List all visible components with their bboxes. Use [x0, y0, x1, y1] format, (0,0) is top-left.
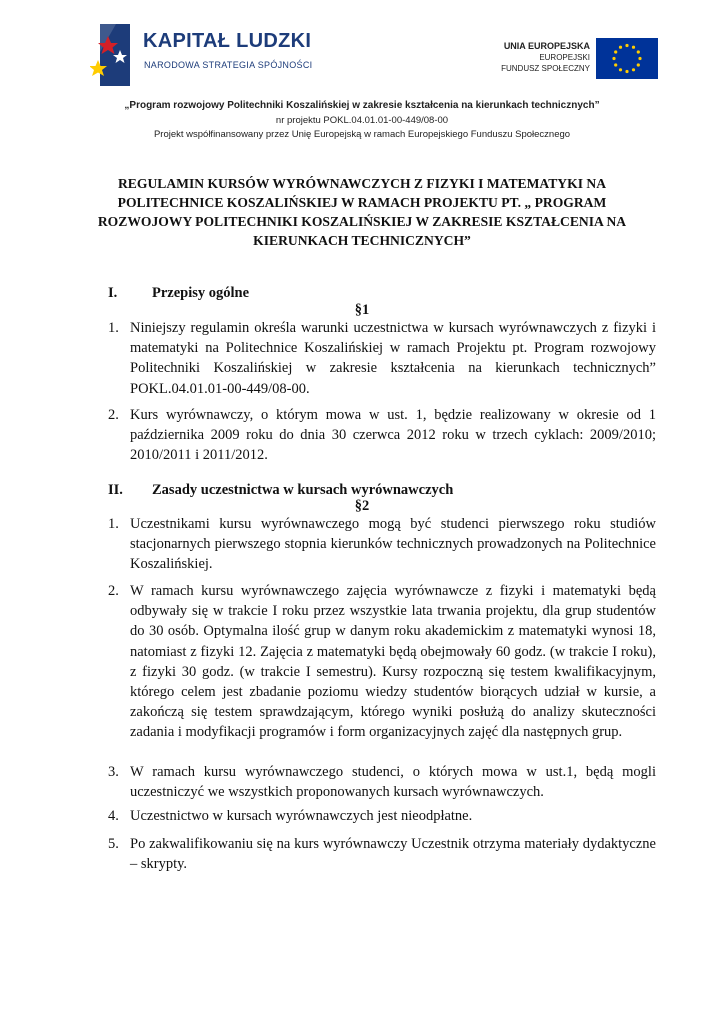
item-number: 1. [108, 320, 119, 336]
item-number: 1. [108, 516, 119, 532]
eu-flag-icon [596, 38, 658, 79]
list-item [108, 834, 656, 874]
list-item [108, 762, 656, 802]
section-number: I. [108, 285, 118, 301]
item-text: W ramach kursu wyrównawczego zajęcia wyrównawcze z fizyki i matematyki będą odbywały się w trakcie I roku przez wszystkie lata trwania projektu, dla grup studentów do 30 osób. Optymalna ilość grup w danym roku akademickim z matematyki wynosi 18, natomiast z fizyki 12. Zajęcia z matematyki będą obejmowały 60 godz. (w trakcie I roku), z fizyki 30 godz. (w trakcie I semestru). Kursy rozpoczną się testem kwalifikacyjnym, którego celem jest zbadanie poziomu wiedzy studentów biorących udział w kursie, a zakończą się testem sprawdzającym, którego wyniki posłużą do analizy skuteczności zadania i modyfikacji programów i form organizacyjnych zajęć dla następnych grup. [130, 583, 656, 741]
item-text: Kurs wyrównawczy, o którym mowa w ust. 1, będzie realizowany w okresie od 1 października 2009 roku do dnia 30 czerwca 2012 roku w trzech cyklach: 2009/2010; 2010/2011 i 2011/2012. [130, 407, 656, 464]
logo-subtitle: NARODOWA STRATEGIA SPÓJNOŚCI [144, 60, 313, 70]
section-number: II. [108, 482, 123, 498]
item-number: 3. [108, 764, 119, 780]
project-name: „Program rozwojowy Politechniki Koszalińskiej w zakresie kształcenia na kierunkach technicznych” [124, 100, 600, 111]
document-title: REGULAMIN KURSÓW WYRÓWNAWCZYCH Z FIZYKI I MATEMATYKI NA POLITECHNICE KOSZALIŃSKIEJ W RAMACH PROJEKTU PT. „ PROGRAM ROZWOJOWY POLITECHNIKI KOSZALIŃSKIEJ W ZAKRESIE KSZTAŁCENIA NA KIERUNKACH TECHNICZNYCH” [97, 176, 627, 248]
list-item [108, 581, 656, 743]
list-item [108, 806, 656, 826]
page-header [0, 0, 724, 150]
item-text: Niniejszy regulamin określa warunki uczestnictwa w kursach wyrównawczych z fizyki i matematyki na Politechnice Koszalińskiej w ramach Projektu pt. Program rozwojowy Politechniki Koszalińskiej w zakresie kształcenia na kierunkach technicznych” POKL.04.01.01-00-449/08-00. [130, 320, 656, 397]
project-funding: Projekt współfinansowany przez Unię Europejską w ramach Europejskiego Funduszu Społecznego [153, 129, 571, 140]
item-text: W ramach kursu wyrównawczego studenci, o których mowa w ust.1, będą mogli uczestniczyć we wszystkich proponowanych kursach wyrównawczych. [130, 764, 656, 801]
paragraph-sign: §1 [354, 302, 370, 318]
paragraph-sign: §2 [354, 498, 370, 514]
item-text: Uczestnictwo w kursach wyrównawczych jest nieodpłatne. [130, 808, 473, 824]
eu-fund-text [501, 41, 590, 74]
section-name: Przepisy ogólne [152, 285, 250, 301]
list-item [108, 514, 656, 575]
item-text: Uczestnikami kursu wyrównawczego mogą być studenci pierwszego roku studiów stacjonarnych pierwszego stopnia kierunków technicznych prowadzonych na Politechnice Koszalińskiej. [130, 516, 656, 573]
kapital-ludzki-logo-icon [90, 22, 134, 88]
eu-line-1: UNIA EUROPEJSKA [503, 41, 590, 51]
logo-title: KAPITAŁ LUDZKI [143, 30, 312, 52]
eu-line-2: EUROPEJSKI [539, 53, 590, 62]
item-number: 2. [108, 583, 119, 599]
list-item [108, 318, 656, 399]
item-number: 2. [108, 407, 119, 423]
item-number: 5. [108, 836, 119, 852]
project-number: nr projektu POKL.04.01.01-00-449/08-00 [275, 115, 449, 126]
item-text: Po zakwalifikowaniu się na kurs wyrównawczy Uczestnik otrzyma materiały dydaktyczne – skrypty. [130, 836, 656, 873]
item-number: 4. [108, 808, 119, 824]
list-item [108, 405, 656, 466]
eu-line-3: FUNDUSZ SPOŁECZNY [501, 64, 590, 73]
section-name: Zasady uczestnictwa w kursach wyrównawczych [152, 482, 454, 498]
